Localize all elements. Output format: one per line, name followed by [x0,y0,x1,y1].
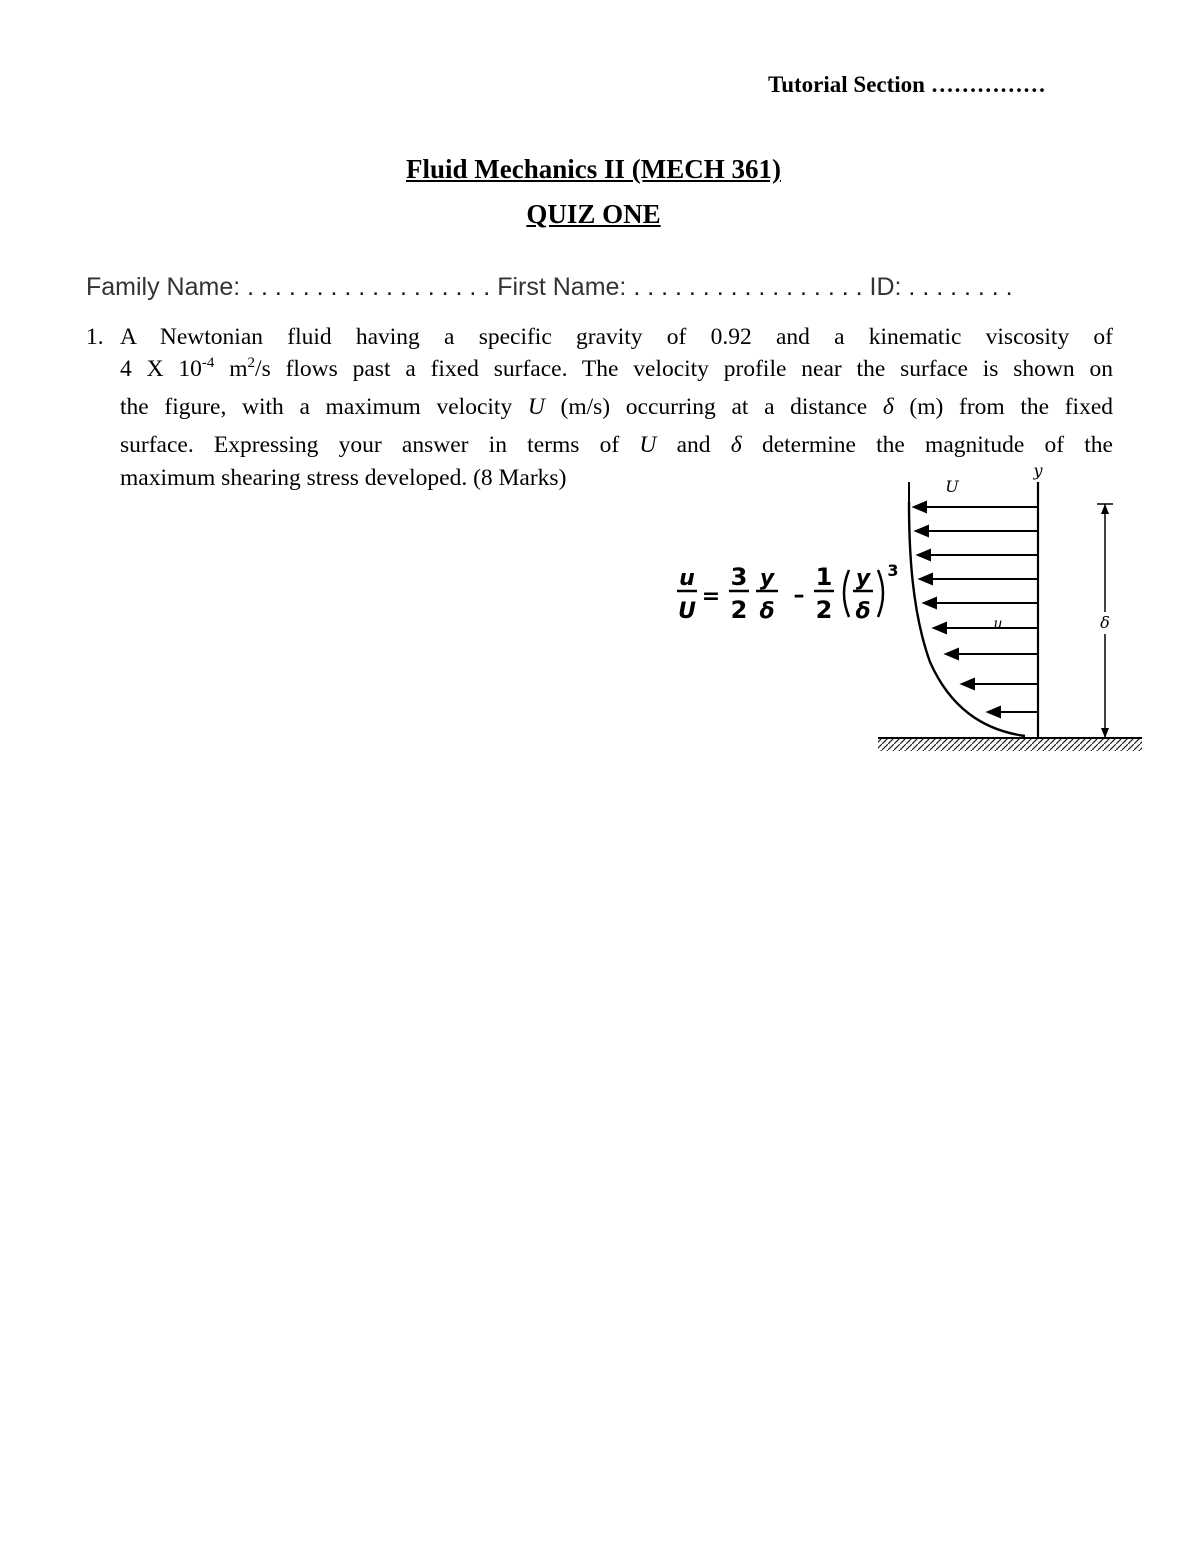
eq-equals: = [701,584,721,609]
velocity-profile-figure [660,462,1160,762]
arrow-head-6 [934,623,946,633]
q4-c: determine the magnitude of the [741,432,1113,458]
first-name-blank: . . . . . . . . . . . . . . . . . [633,273,863,301]
arrow-head-4 [920,574,932,584]
q2-c: /s flows past a fixed surface. The velocity profile near the surface is shown on [255,356,1113,382]
question-line-2 [120,356,1113,383]
q3-c: (m) from the fixed [893,394,1114,420]
velocity-equation [677,561,899,624]
velocity-arrows [914,502,1038,717]
eq-U: U [678,599,696,624]
eq-power: 3 [887,561,899,580]
family-name-label: Family Name: [86,273,241,301]
tutorial-section: Tutorial Section …………… [768,72,1046,97]
q2-b: m [214,356,248,382]
eq-2b: 2 [815,596,833,624]
arrow-head-8 [962,679,974,689]
eq-y2: y [855,566,871,591]
delta-arrow-top [1101,504,1109,514]
q2-a: 4 X 10 [120,356,202,382]
eq-delta1: δ [759,599,775,624]
q4-U: U [639,432,657,458]
q3-delta: δ [882,394,894,420]
question-line-1: A Newtonian fluid having a specific gravity of 0.92 and a kinematic viscosity of [120,324,1113,350]
first-name-label: First Name: [497,273,627,301]
arrow-head-2 [916,526,928,536]
id-label: ID: [869,273,902,301]
q4-b: and [656,432,731,458]
eq-1: 1 [815,563,833,591]
velocity-profile-curve [909,502,1025,736]
question-number: 1. [86,324,104,350]
q3-a: the figure, with a maximum velocity [120,394,528,420]
arrow-head-3 [918,550,930,560]
eq-paren-left [844,570,849,617]
id-blank: . . . . . . . . [908,273,1013,301]
eq-2a: 2 [730,596,748,624]
delta-arrow-bottom [1101,728,1109,738]
course-title: Fluid Mechanics II (MECH 361) [406,154,781,184]
question-line-4 [120,432,1113,459]
wall-hatching [878,739,1142,751]
label-u: u [993,616,1003,632]
eq-3: 3 [730,563,748,591]
arrow-head-5 [924,598,936,608]
family-name-blank: . . . . . . . . . . . . . . . . . . [247,273,491,301]
q3-b: (m/s) occurring at a distance [544,394,883,420]
q4-delta: δ [730,432,742,458]
eq-u: u [679,566,695,591]
question-line-5: maximum shearing stress developed. (8 Marks) [120,465,567,491]
arrow-head-1 [914,502,926,512]
q2-exp2: 2 [247,355,256,372]
question-line-3 [120,394,1113,421]
eq-y1: y [759,566,775,591]
arrow-head-7 [946,649,958,659]
q3-U: U [527,394,545,420]
quiz-title: QUIZ ONE [526,199,661,229]
eq-delta2: δ [855,599,871,624]
q4-a: surface. Expressing your answer in terms of [120,432,640,458]
label-U: U [945,477,959,496]
velocity-profile-svg [660,462,1160,762]
label-y: y [1033,462,1043,480]
label-delta: δ [1100,613,1110,632]
student-info-row [86,273,1013,302]
arrow-head-9 [988,707,1000,717]
eq-minus: – [793,583,805,608]
q2-exp: -4 [201,355,215,372]
eq-paren-right [878,570,883,617]
